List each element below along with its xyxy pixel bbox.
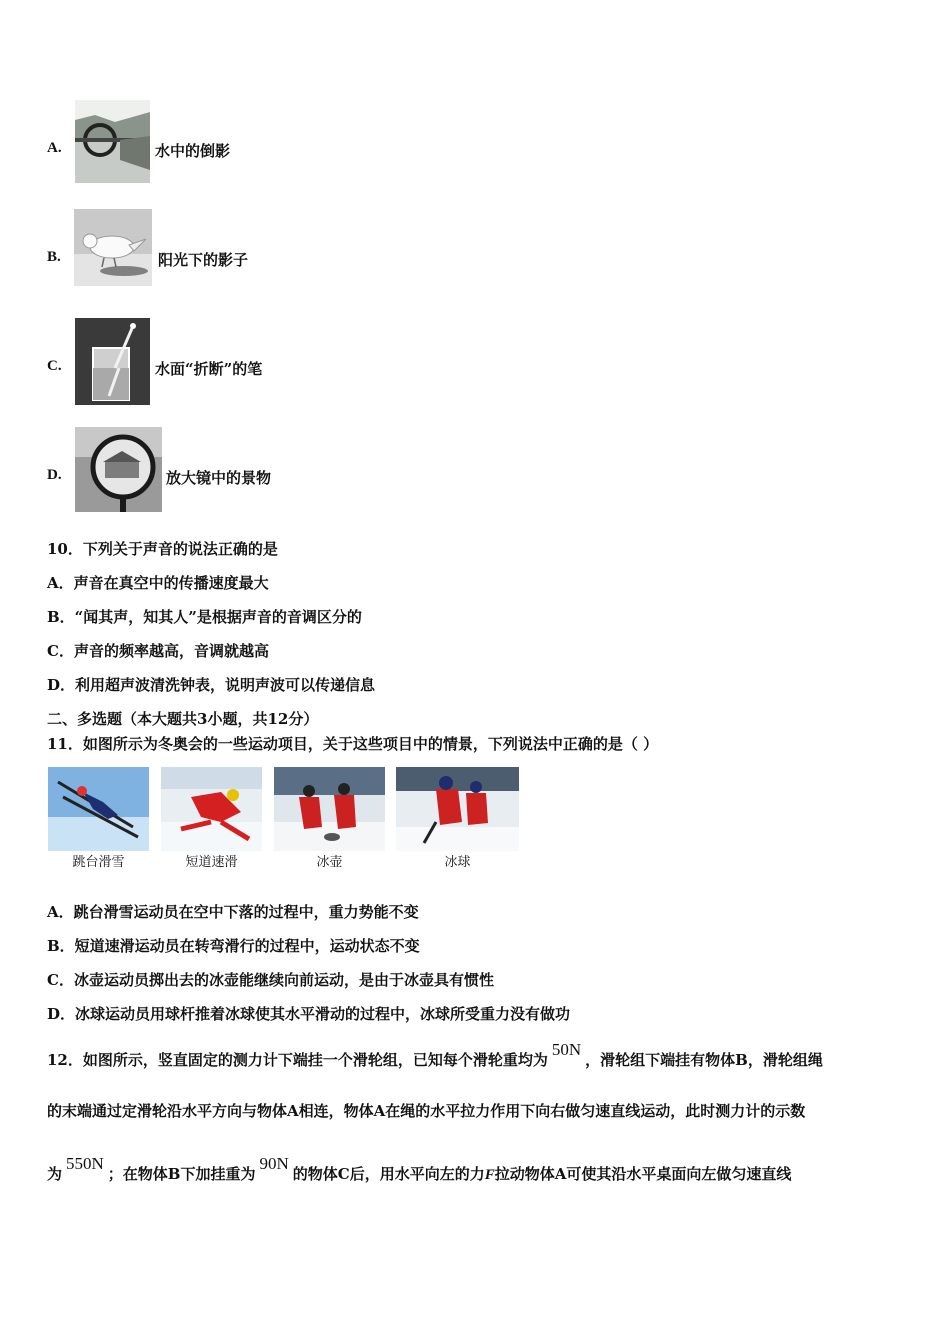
caption-curling: 冰壶 [316, 855, 343, 870]
q12-text-3: 为 [47, 1165, 63, 1183]
magnifier-photo [75, 427, 162, 512]
caption-speed-skating: 短道速滑 [185, 855, 238, 870]
option-c-text: 水面“折断”的笔 [155, 360, 263, 378]
section-heading: 二、多选题（本大题共3小题，共12分） [47, 710, 319, 728]
q12-text-5: 的物体C后，用水平向左的力 [292, 1165, 485, 1183]
option-a-text: 水中的倒影 [155, 142, 231, 160]
ski-jump-photo [48, 767, 149, 851]
option-c-label: C. [47, 358, 62, 374]
option-b-text: 阳光下的影子 [158, 251, 249, 269]
q12-value-c: 90N [259, 1154, 289, 1173]
q10-stem: 10．下列关于声音的说法正确的是 [47, 540, 278, 558]
q12-line-2: 的末端通过定滑轮沿水平方向与物体A相连，物体A在绳的水平拉力作用下向右做匀速直线运动，此时测力计的示数 [47, 1102, 806, 1120]
q10-option-a: A．声音在真空中的传播速度最大 [47, 574, 269, 592]
q12-line-3 [47, 1154, 792, 1184]
option-d-text: 放大镜中的景物 [166, 469, 272, 487]
glass-pencil-photo [75, 318, 150, 405]
q12-text-4: ；在物体B下加挂重为 [107, 1165, 256, 1183]
q10-option-d: D．利用超声波清洗钟表，说明声波可以传递信息 [47, 676, 376, 694]
q12-value-pulley: 50N [551, 1040, 582, 1059]
q11-stem: 11．如图所示为冬奥会的一些运动项目，关于这些项目中的情景，下列说法中正确的是（ ） [47, 735, 659, 753]
q12-line-1 [47, 1040, 823, 1070]
q12-text-1: 12．如图所示，竖直固定的测力计下端挂一个滑轮组，已知每个滑轮重均为 [47, 1051, 548, 1069]
q12-text-2: ，滑轮组下端挂有物体B，滑轮组绳 [585, 1051, 823, 1069]
option-b-label: B. [47, 249, 61, 265]
bridge-reflection-photo [75, 100, 150, 183]
q11-option-c: C．冰壶运动员掷出去的冰壶能继续向前运动，是由于冰壶具有惯性 [47, 971, 494, 989]
q12-text-6: 拉动物体A可使其沿水平桌面向左做匀速直线 [494, 1165, 792, 1183]
option-d-label: D. [47, 467, 62, 483]
caption-ski-jump: 跳台滑雪 [72, 855, 125, 870]
q11-option-d: D．冰球运动员用球杆推着冰球使其水平滑动的过程中，冰球所受重力没有做功 [47, 1005, 571, 1023]
option-a-label: A. [47, 140, 62, 156]
q11-option-b: B．短道速滑运动员在转弯滑行的过程中，运动状态不变 [47, 937, 420, 955]
q12-value-reading: 550N [66, 1154, 104, 1173]
q10-option-c: C．声音的频率越高，音调就越高 [47, 642, 269, 660]
ice-hockey-photo [396, 767, 519, 851]
q11-option-a: A．跳台滑雪运动员在空中下落的过程中，重力势能不变 [47, 903, 419, 921]
curling-photo [274, 767, 385, 851]
q10-option-b: B．“闻其声，知其人”是根据声音的音调区分的 [47, 608, 362, 626]
caption-ice-hockey: 冰球 [444, 855, 471, 870]
q12-force-symbol: F [484, 1167, 495, 1183]
speed-skating-photo [161, 767, 262, 851]
dove-shadow-photo [74, 209, 152, 286]
